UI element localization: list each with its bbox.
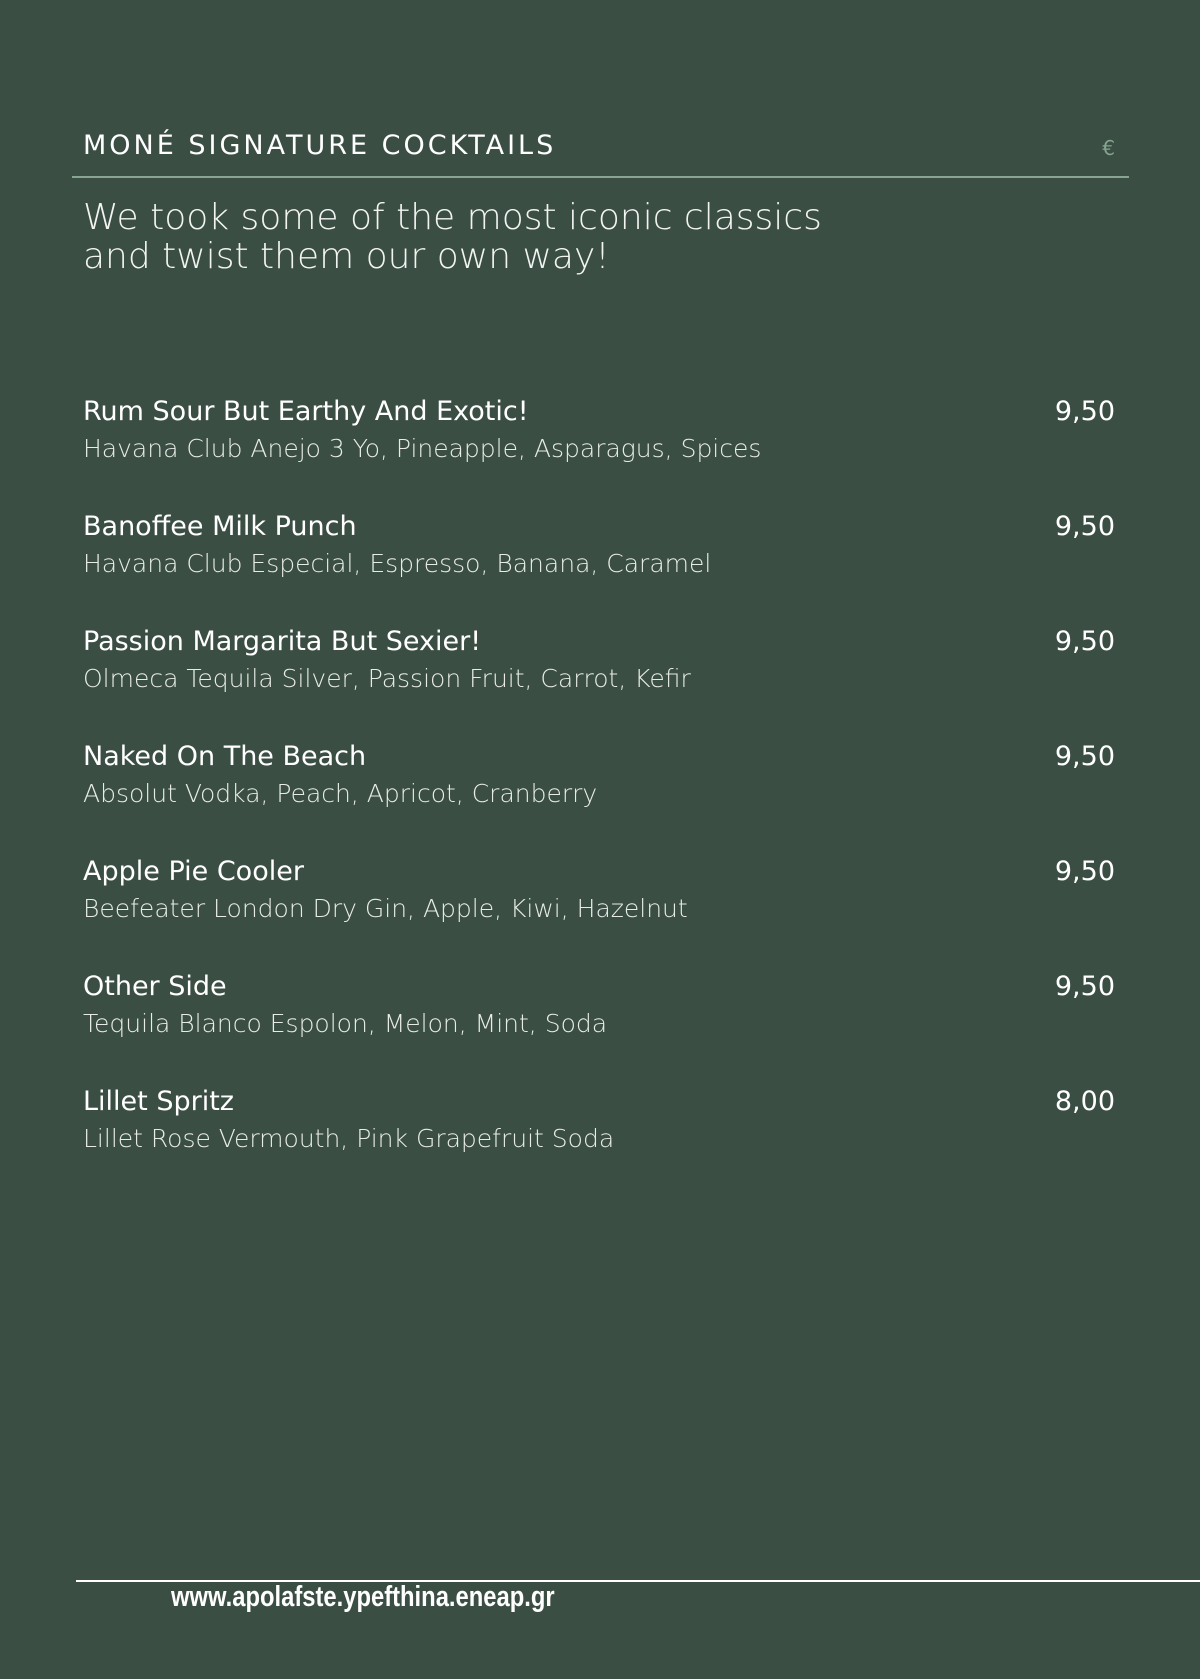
intro-line-1: We took some of the most iconic classics bbox=[83, 197, 822, 238]
item-name: Rum Sour But Earthy And Exotic! bbox=[83, 396, 529, 427]
item-name: Banoffee Milk Punch bbox=[83, 511, 357, 542]
item-ingredients: Tequila Blanco Espolon, Melon, Mint, Soda bbox=[83, 1009, 608, 1038]
item-price: 9,50 bbox=[1054, 626, 1115, 657]
item-ingredients: Lillet Rose Vermouth, Pink Grapefruit Soda bbox=[83, 1124, 615, 1153]
item-ingredients: Absolut Vodka, Peach, Apricot, Cranberry bbox=[83, 779, 598, 808]
item-name: Lillet Spritz bbox=[83, 1086, 234, 1117]
item-ingredients: Havana Club Anejo 3 Yo, Pineapple, Asparagus, Spices bbox=[83, 434, 762, 463]
section-title: MONÉ SIGNATURE COCKTAILS bbox=[83, 130, 557, 161]
item-name: Other Side bbox=[83, 971, 227, 1002]
cocktail-list bbox=[83, 395, 1115, 1200]
item-price: 9,50 bbox=[1054, 856, 1115, 887]
item-price: 9,50 bbox=[1054, 741, 1115, 772]
menu-item bbox=[83, 855, 1115, 970]
currency-symbol: € bbox=[1102, 136, 1115, 160]
item-name: Naked On The Beach bbox=[83, 741, 367, 772]
item-price: 8,00 bbox=[1054, 1086, 1115, 1117]
menu-item bbox=[83, 510, 1115, 625]
item-price: 9,50 bbox=[1054, 396, 1115, 427]
intro-line-2: and twist them our own way! bbox=[83, 236, 610, 277]
item-ingredients: Beefeater London Dry Gin, Apple, Kiwi, Hazelnut bbox=[83, 894, 688, 923]
item-price: 9,50 bbox=[1054, 511, 1115, 542]
menu-item bbox=[83, 740, 1115, 855]
intro-text bbox=[83, 198, 822, 276]
item-name: Apple Pie Cooler bbox=[83, 856, 304, 887]
footer-url: www.apolafste.ypefthina.eneap.gr bbox=[171, 1581, 555, 1613]
item-ingredients: Havana Club Especial, Espresso, Banana, Caramel bbox=[83, 549, 712, 578]
section-header bbox=[72, 120, 1129, 178]
item-ingredients: Olmeca Tequila Silver, Passion Fruit, Carrot, Kefir bbox=[83, 664, 691, 693]
menu-item bbox=[83, 625, 1115, 740]
item-name: Passion Margarita But Sexier! bbox=[83, 626, 482, 657]
menu-item bbox=[83, 395, 1115, 510]
item-price: 9,50 bbox=[1054, 971, 1115, 1002]
menu-item bbox=[83, 970, 1115, 1085]
menu-item bbox=[83, 1085, 1115, 1200]
